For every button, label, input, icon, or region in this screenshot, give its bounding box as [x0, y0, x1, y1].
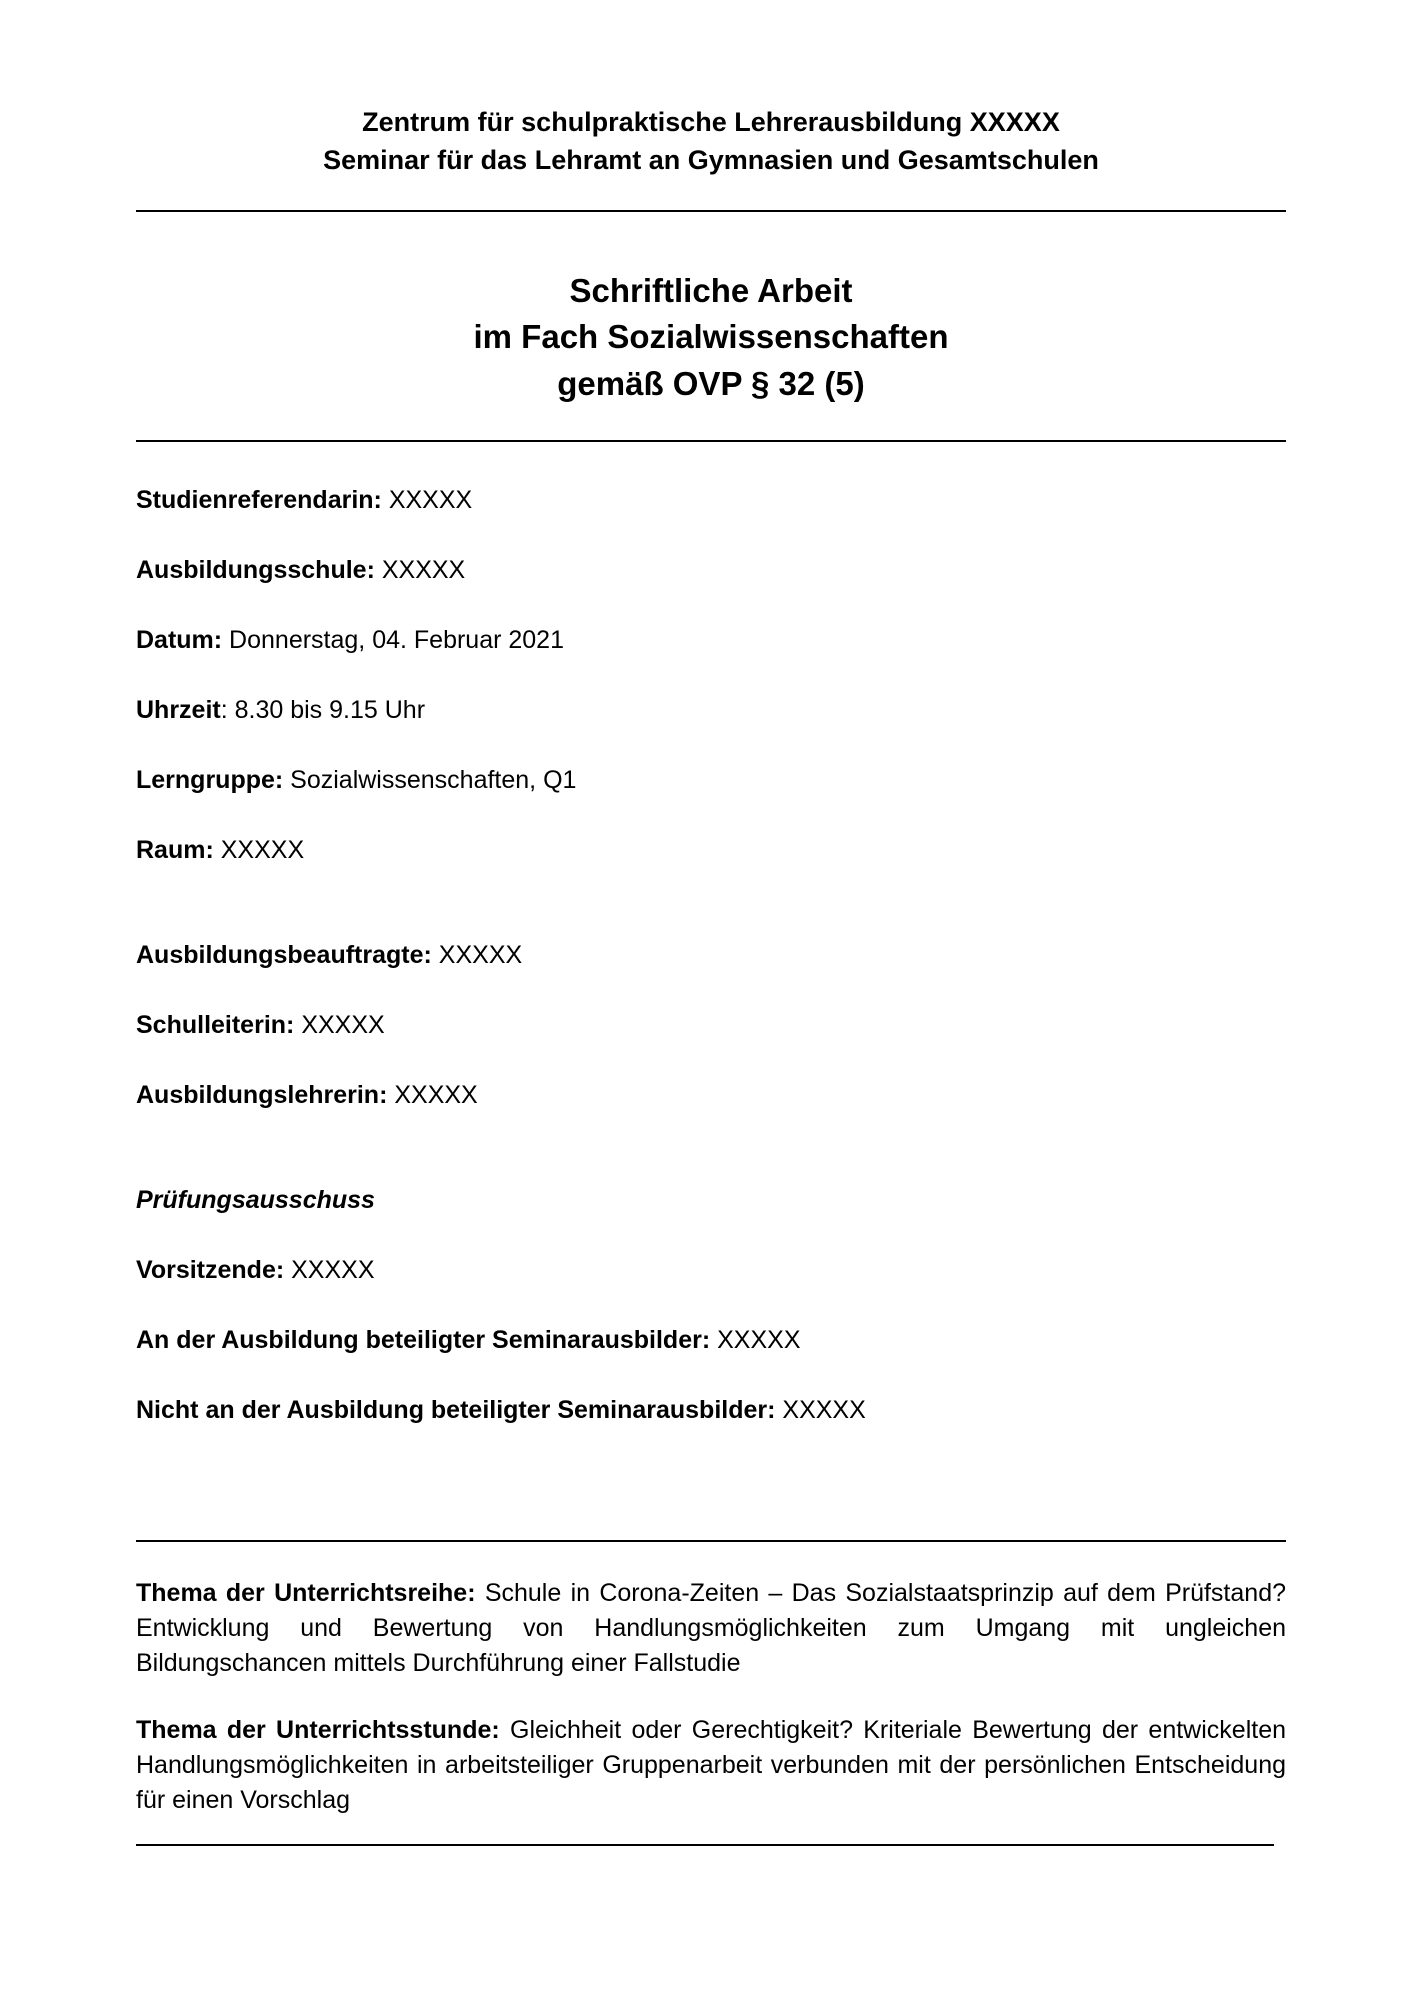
field-value: XXXXX — [775, 1396, 866, 1424]
field-label: Uhrzeit — [136, 696, 221, 724]
field-label: Lerngruppe: — [136, 766, 284, 794]
field-beteiligter-seminarausbilder — [136, 1323, 801, 1357]
field-value: Sozialwissenschaften, Q1 — [283, 766, 577, 794]
committee-heading: Prüfungsausschuss — [136, 1186, 375, 1214]
field-schulleiterin — [136, 1008, 385, 1042]
field-label: Schulleiterin: — [136, 1011, 295, 1039]
field-label: An der Ausbildung beteiligter Seminarausbilder: — [136, 1326, 711, 1354]
field-ausbildungsbeauftragte — [136, 938, 522, 972]
field-label: Ausbildungslehrerin: — [136, 1081, 388, 1109]
field-uhrzeit — [136, 693, 425, 727]
divider-rule — [136, 440, 1286, 442]
field-label: Vorsitzende: — [136, 1256, 285, 1284]
field-value: XXXXX — [431, 941, 523, 969]
field-datum — [136, 623, 564, 657]
field-nicht-beteiligter-seminarausbilder — [136, 1393, 866, 1427]
divider-rule — [136, 1844, 1274, 1846]
title-line-1: Schriftliche Arbeit — [569, 272, 853, 309]
field-label: Ausbildungsbeauftragte: — [136, 941, 432, 969]
title-line-2: im Fach Sozialwissenschaften — [473, 318, 949, 355]
thema-unterrichtsreihe — [136, 1576, 1286, 1681]
field-value: XXXXX — [374, 556, 466, 584]
field-ausbildungslehrerin — [136, 1078, 478, 1112]
field-value: : 8.30 bis 9.15 Uhr — [220, 696, 426, 724]
field-label: Studienreferendarin: — [136, 486, 382, 514]
thema-text: Gleichheit oder Gerechtigkeit? Kriteriale Bewertung der entwickelten Handlungsmöglichkeiten in arbeitsteiliger Gruppenarbeit verbunden mit der persönlichen Entscheidung für einen Vorschlag — [136, 1716, 1286, 1814]
field-ausbildungsschule — [136, 553, 465, 587]
thema-unterrichtsstunde — [136, 1713, 1286, 1818]
field-vorsitzende — [136, 1253, 375, 1287]
field-studienreferendarin — [136, 483, 472, 517]
field-value: XXXXX — [710, 1326, 801, 1354]
institution-line-1: Zentrum für schulpraktische Lehrerausbildung XXXXX — [362, 107, 1060, 137]
field-label: Ausbildungsschule: — [136, 556, 375, 584]
field-label: Raum: — [136, 836, 214, 864]
field-label: Nicht an der Ausbildung beteiligter Seminarausbilder: — [136, 1396, 776, 1424]
field-value: XXXXX — [387, 1081, 478, 1109]
field-value: XXXXX — [294, 1011, 385, 1039]
field-label: Datum: — [136, 626, 223, 654]
field-value: XXXXX — [284, 1256, 375, 1284]
title-line-3: gemäß OVP § 32 (5) — [557, 365, 865, 402]
field-value: XXXXX — [381, 486, 473, 514]
field-value: Donnerstag, 04. Februar 2021 — [222, 626, 564, 654]
institution-line-2: Seminar für das Lehramt an Gymnasien und Gesamtschulen — [323, 145, 1099, 175]
field-raum — [136, 833, 304, 867]
divider-rule — [136, 210, 1286, 212]
field-lerngruppe — [136, 763, 576, 797]
thema-label: Thema der Unterrichtsstunde: — [136, 1716, 500, 1744]
field-value: XXXXX — [213, 836, 305, 864]
divider-rule — [136, 1540, 1286, 1542]
thema-label: Thema der Unterrichtsreihe: — [136, 1579, 476, 1607]
thema-text: Schule in Corona-Zeiten – Das Sozialstaatsprinzip auf dem Prüfstand? Entwicklung und Bewertung von Handlungsmöglichkeiten zum Umgang mit ungleichen Bildungschancen mittels Durchführung einer Fallstudie — [136, 1579, 1286, 1677]
